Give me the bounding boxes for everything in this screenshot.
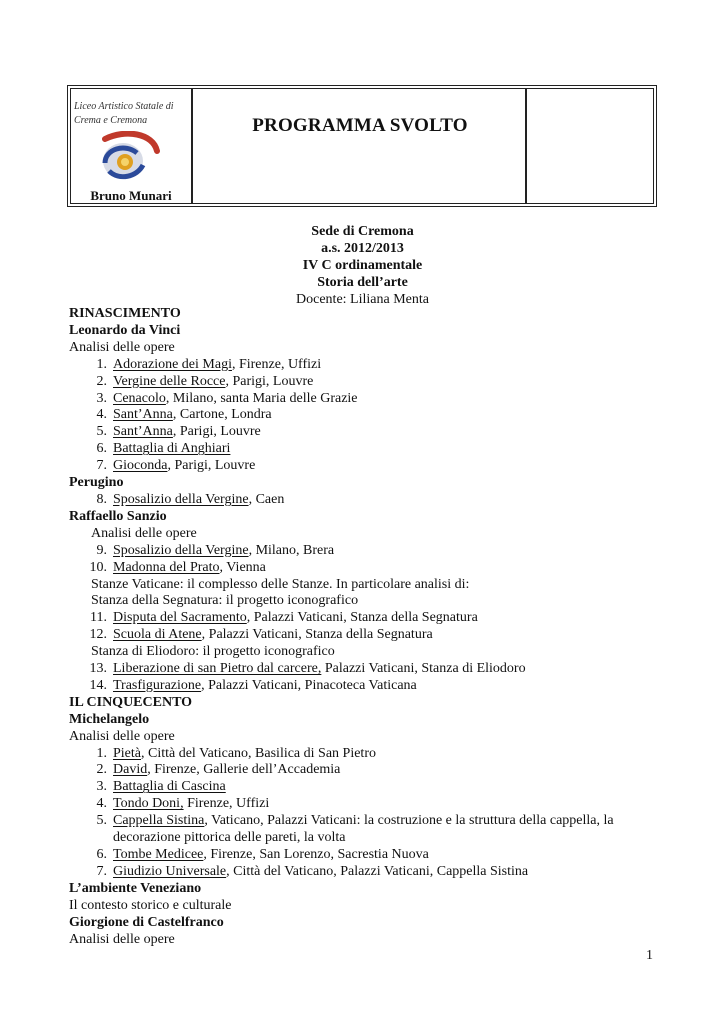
item-number: 4. [96, 796, 107, 812]
item-number: 2. [96, 373, 107, 389]
header-table [67, 85, 657, 207]
artist-heading: Raffaello Sanzio [69, 508, 167, 524]
leonardo-list [69, 357, 669, 475]
page-title: PROGRAMMA SVOLTO [252, 115, 468, 136]
artwork-title: Liberazione di san Pietro dal carcere, [113, 661, 322, 677]
raffaello-list [69, 661, 669, 695]
list-item [69, 678, 669, 695]
subheading: Analisi delle opere [91, 525, 197, 541]
item-number: 11. [90, 610, 107, 626]
artwork-location: , Parigi, Louvre [167, 458, 256, 474]
artwork-title: Trasfigurazione [113, 677, 202, 693]
artwork-location: , Milano, Brera [248, 542, 335, 558]
artwork-location: , Città del Vaticano, Basilica di San Pietro [141, 745, 376, 761]
school-line-1: Liceo Artistico Statale di [74, 101, 174, 112]
artwork-title: Gioconda [113, 458, 168, 474]
section-heading: RINASCIMENTO [69, 306, 181, 321]
artwork-location: Palazzi Vaticani, Stanza di Eliodoro [321, 661, 526, 677]
raffaello-list [69, 610, 669, 644]
item-number: 4. [96, 407, 107, 423]
list-item [69, 424, 669, 441]
subject: Storia dell’arte [317, 275, 408, 290]
text-line: Il contesto storico e culturale [69, 897, 232, 913]
list-item [69, 357, 669, 374]
artwork-location: Firenze, Uffizi [183, 796, 270, 812]
list-item [69, 543, 669, 560]
artwork-location: , Parigi, Louvre [172, 424, 261, 440]
artwork-title: Tombe Medicee [113, 847, 204, 862]
list-item [69, 610, 669, 627]
subheading: Analisi delle opere [69, 339, 175, 355]
teacher: Docente: Liliana Menta [296, 292, 429, 307]
item-number: 9. [96, 542, 107, 558]
artwork-location: , Vaticano, Palazzi Vaticani: la costruzione e la struttura della cappella, la [204, 813, 614, 829]
class-name: IV C ordinamentale [302, 258, 423, 273]
school-logo-icon [95, 131, 165, 183]
artwork-title: Tondo Doni, [113, 796, 184, 812]
artwork-location: , Palazzi Vaticani, Stanza della Segnatura [246, 610, 478, 626]
item-number: 7. [96, 863, 107, 879]
artwork-location: , Milano, santa Maria delle Grazie [165, 390, 358, 406]
artwork-location: , Palazzi Vaticani, Stanza della Segnatura [201, 627, 433, 643]
michelangelo-list [69, 847, 669, 881]
item-number: 6. [96, 441, 107, 457]
list-item [69, 374, 669, 391]
artwork-title: David [113, 762, 148, 778]
artwork-location: , Città del Vaticano, Palazzi Vaticani, Cappella Sistina [226, 863, 529, 879]
item-number: 2. [96, 762, 107, 778]
artwork-location: , Firenze, Uffizi [231, 356, 322, 372]
empty-cell [529, 89, 653, 203]
title-cell [195, 89, 527, 203]
list-item [69, 458, 669, 475]
subheading: Analisi delle opere [69, 728, 175, 744]
list-item [69, 813, 669, 830]
artwork-location: , Parigi, Louvre [225, 373, 314, 389]
artist-heading: Leonardo da Vinci [69, 322, 181, 338]
item-number: 13. [89, 661, 107, 677]
list-item [69, 441, 669, 458]
section-heading: L’ambiente Veneziano [69, 880, 202, 896]
text-line: Stanza della Segnatura: il progetto iconografico [91, 593, 359, 609]
artwork-title: Sant’Anna [113, 424, 173, 440]
michelangelo-list [69, 746, 669, 831]
item-number: 1. [96, 745, 107, 761]
artwork-title: Scuola di Atene [113, 627, 202, 643]
artwork-title: Sposalizio della Vergine [113, 491, 249, 507]
school-line-2: Crema e Cremona [74, 115, 148, 126]
artwork-title: Giudizio Universale [113, 863, 227, 879]
item-number: 5. [96, 424, 107, 440]
artwork-location: , Palazzi Vaticani, Pinacoteca Vaticana [201, 677, 417, 693]
artwork-title: Adorazione dei Magi [113, 356, 232, 372]
artwork-location: , Vienna [219, 559, 266, 575]
text-line: Stanze Vaticane: il complesso delle Stanze. In particolare analisi di: [91, 576, 470, 592]
item-number: 12. [89, 627, 107, 643]
list-item [69, 661, 669, 678]
school-cell [71, 89, 193, 203]
list-item [69, 560, 669, 577]
text-line: decorazione pittorica delle pareti, la volta [113, 830, 346, 846]
artwork-location: , Firenze, Gallerie dell’Accademia [147, 762, 341, 778]
page-number: 1 [646, 948, 653, 963]
school-name: Bruno Munari [90, 188, 172, 203]
artwork-title: Cappella Sistina [113, 813, 205, 829]
list-item [69, 762, 669, 779]
list-item [69, 492, 669, 509]
section-heading: IL CINQUECENTO [69, 694, 193, 710]
list-item [69, 391, 669, 408]
list-item [69, 847, 669, 864]
artwork-title: Sant’Anna [113, 407, 173, 423]
sede: Sede di Cremona [311, 224, 414, 239]
school-year: a.s. 2012/2013 [321, 241, 404, 256]
list-item [69, 746, 669, 763]
item-number: 7. [96, 458, 107, 474]
list-item [69, 779, 669, 796]
item-number: 8. [96, 491, 107, 507]
artwork-location: , Firenze, San Lorenzo, Sacrestia Nuova [203, 847, 429, 862]
program-content [69, 306, 669, 948]
artwork-location: , Caen [248, 491, 285, 507]
item-number: 14. [89, 677, 107, 693]
artwork-title: Battaglia di Cascina [113, 779, 226, 795]
text-line: Stanza di Eliodoro: il progetto iconografico [91, 644, 335, 660]
item-number: 6. [96, 847, 107, 862]
artwork-title: Sposalizio della Vergine [113, 542, 249, 558]
artwork-title: Cenacolo [113, 390, 166, 406]
item-number: 5. [96, 813, 107, 829]
artwork-title: Battaglia di Anghiari [113, 441, 231, 457]
artist-heading: Perugino [69, 475, 124, 491]
list-item [69, 796, 669, 813]
item-number: 3. [96, 390, 107, 406]
list-item [69, 864, 669, 881]
item-number: 3. [96, 779, 107, 795]
artwork-title: Madonna del Prato [113, 559, 220, 575]
artwork-title: Pietà [113, 745, 141, 761]
item-number: 1. [96, 356, 107, 372]
raffaello-list [69, 543, 669, 577]
artwork-title: Disputa del Sacramento [113, 610, 247, 626]
school-caption [74, 100, 190, 128]
artist-heading: Giorgione di Castelfranco [69, 914, 224, 930]
artwork-title: Vergine delle Rocce [113, 373, 226, 389]
artwork-location: , Cartone, Londra [172, 407, 272, 423]
artist-heading: Michelangelo [69, 711, 150, 727]
list-item [69, 627, 669, 644]
perugino-list [69, 492, 669, 509]
list-item [69, 407, 669, 424]
subheading: Analisi delle opere [69, 931, 175, 947]
item-number: 10. [89, 559, 107, 575]
